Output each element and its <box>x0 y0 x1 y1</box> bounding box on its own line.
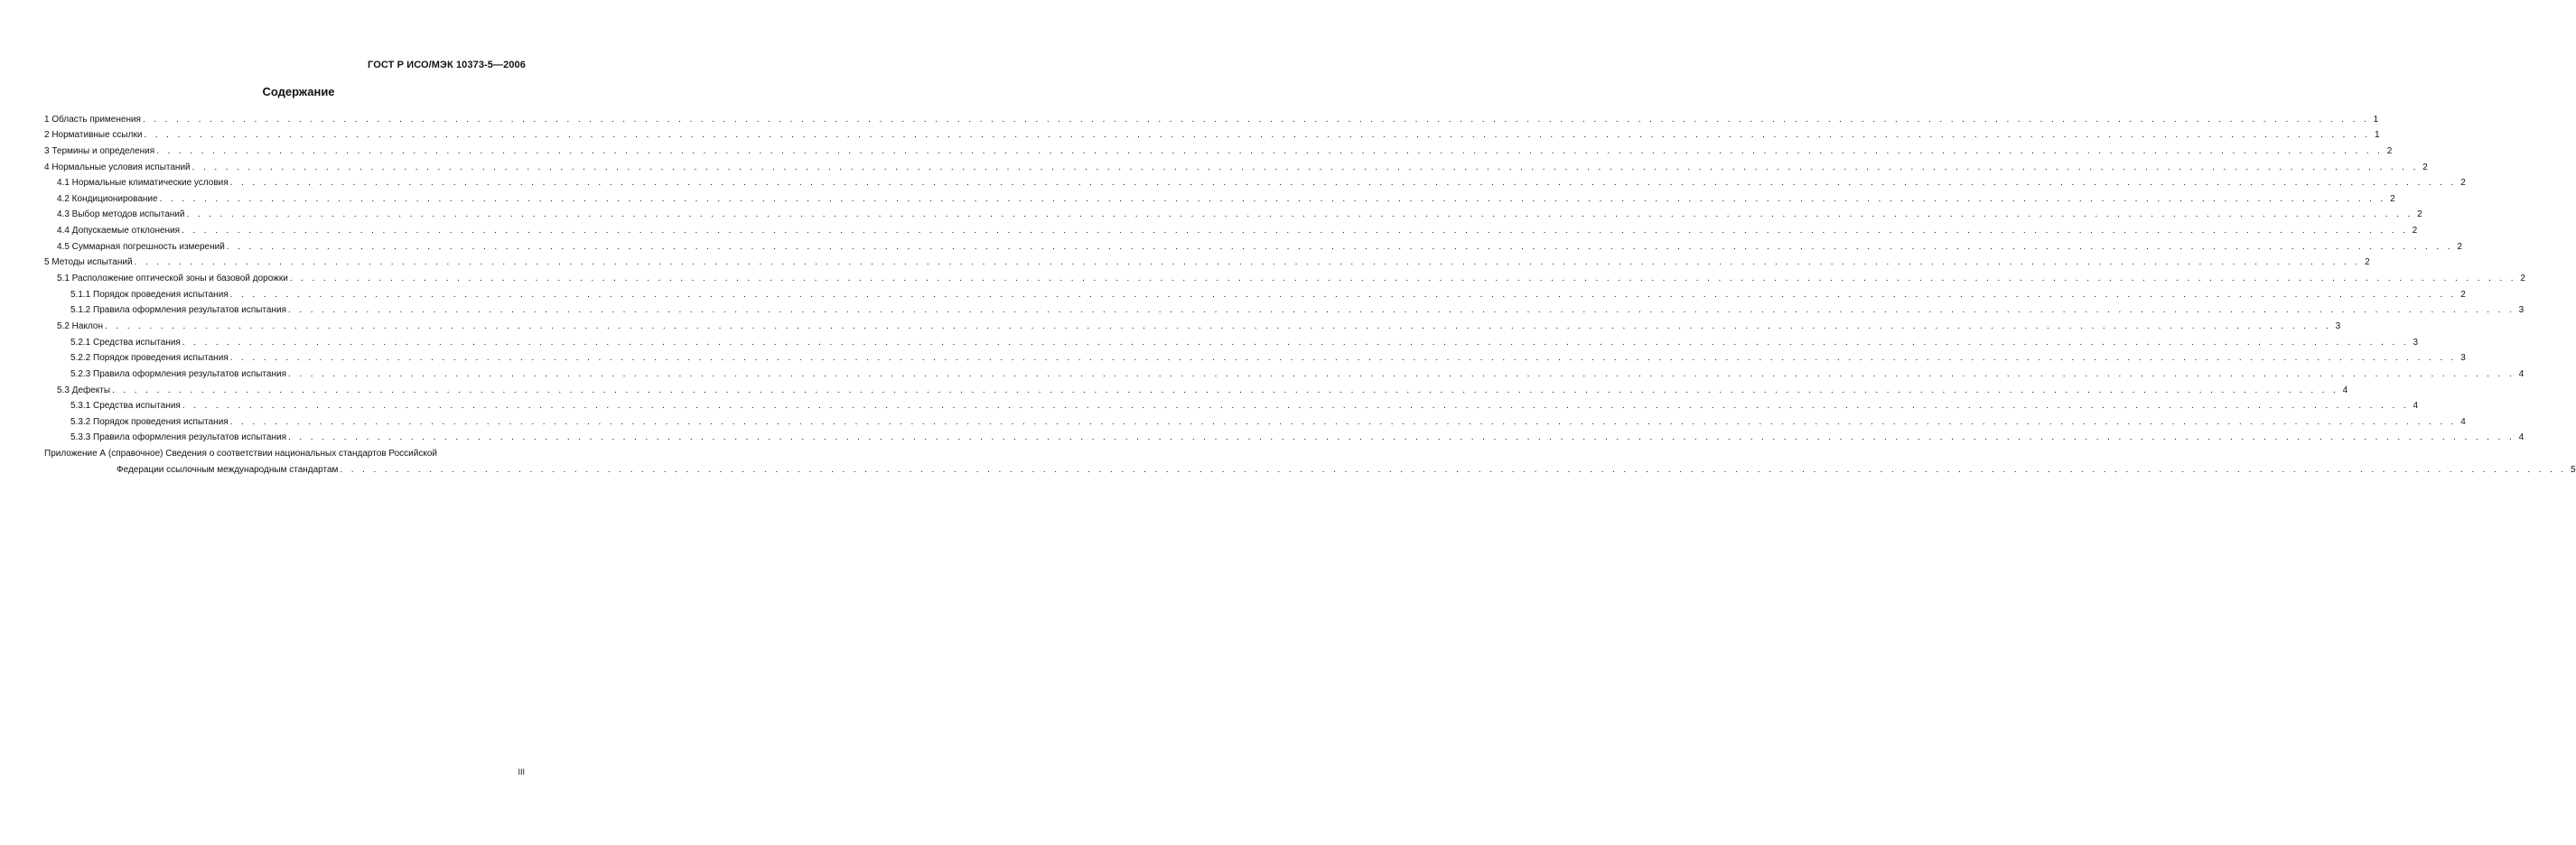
dot-leader: . . . . . . . . . . . . . . . . . . . . . . . . . . . . . . . . . . . . . . . . . . . . . . . . . . . . . . . . . . . . . . . . . . . . . . . . . . . . . . . . . . . . . . . . . . . . . . . . . . . . . . . . . . . . . . . . . . . . . . . . . . . . . . . . . . . . . . . . . . . . . . . . . . . . . . . . . . . . . . . . . . . . . . . . . . . . . . . . . . . . . . . . . . . . . . . . . . . . . . . . <box>287 368 2515 379</box>
dot-leader: . . . . . . . . . . . . . . . . . . . . . . . . . . . . . . . . . . . . . . . . . . . . . . . . . . . . . . . . . . . . . . . . . . . . . . . . . . . . . . . . . . . . . . . . . . . . . . . . . . . . . . . . . . . . . . . . . . . . . . . . . . . . . . . . . . . . . . . . . . . . . . . . . . . . . . . . . . . . . . . . . . . . . . . . . . . . . . . . . . . . . . . . . . . . . . . . . . . . . . . . <box>112 385 2339 395</box>
toc-entry-page: 4 <box>2518 368 2525 379</box>
toc-entry[interactable] <box>44 301 2525 317</box>
toc-entry-page: 4 <box>2460 416 2466 427</box>
toc-entry-page: 3 <box>2460 353 2466 364</box>
dot-leader: . . . . . . . . . . . . . . . . . . . . . . . . . . . . . . . . . . . . . . . . . . . . . . . . . . . . . . . . . . . . . . . . . . . . . . . . . . . . . . . . . . . . . . . . . . . . . . . . . . . . . . . . . . . . . . . . . . . . . . . . . . . . . . . . . . . . . . . . . . . . . . . . . . . . . . . . . . . . . . . . . . . . . . . . . . . . . . . . . . . . . . . . . . . . . . . . . . . . . . . . <box>134 257 2361 268</box>
dot-leader: . . . . . . . . . . . . . . . . . . . . . . . . . . . . . . . . . . . . . . . . . . . . . . . . . . . . . . . . . . . . . . . . . . . . . . . . . . . . . . . . . . . . . . . . . . . . . . . . . . . . . . . . . . . . . . . . . . . . . . . . . . . . . . . . . . . . . . . . . . . . . . . . . . . . . . . . . . . . . . . . . . . . . . . . . . . . . . . . . . . . . . . . . . . . . . . . . . . . . . . . <box>229 178 2457 189</box>
dot-leader: . . . . . . . . . . . . . . . . . . . . . . . . . . . . . . . . . . . . . . . . . . . . . . . . . . . . . . . . . . . . . . . . . . . . . . . . . . . . . . . . . . . . . . . . . . . . . . . . . . . . . . . . . . . . . . . . . . . . . . . . . . . . . . . . . . . . . . . . . . . . . . . . . . . . . . . . . . . . . . . . . . . . . . . . . . . . . . . . . . . . . . . . . . . . . . . . . . . . . . . . <box>159 193 2386 204</box>
toc-entry-label: 1 Область применения <box>44 114 141 125</box>
toc-entry[interactable] <box>44 412 2466 428</box>
toc-appendix-label-continued: Федерации ссылочным международным стандартам <box>117 464 339 475</box>
toc-appendix-entry[interactable] <box>44 443 527 460</box>
toc-entry-label: 5.3.2 Порядок проведения испытания <box>70 416 229 427</box>
toc-entry-page: 2 <box>2460 178 2466 189</box>
dot-leader: . . . . . . . . . . . . . . . . . . . . . . . . . . . . . . . . . . . . . . . . . . . . . . . . . . . . . . . . . . . . . . . . . . . . . . . . . . . . . . . . . . . . . . . . . . . . . . . . . . . . . . . . . . . . . . . . . . . . . . . . . . . . . . . . . . . . . . . . . . . . . . . . . . . . . . . . . . . . . . . . . . . . . . . . . . . . . . . . . . . . . . . . . . . . . . . . . . . . . . . . <box>186 209 2413 220</box>
toc-entry-label: 5.2.2 Порядок проведения испытания <box>70 353 229 364</box>
toc-entry-page: 4 <box>2342 385 2348 395</box>
dot-leader: . . . . . . . . . . . . . . . . . . . . . . . . . . . . . . . . . . . . . . . . . . . . . . . . . . . . . . . . . . . . . . . . . . . . . . . . . . . . . . . . . . . . . . . . . . . . . . . . . . . . . . . . . . . . . . . . . . . . . . . . . . . . . . . . . . . . . . . . . . . . . . . . . . . . . . . . . . . . . . . . . . . . . . . . . . . . . . . . . . . . . . . . . . . . . . . . . . . . . . . . <box>226 241 2453 252</box>
toc-entry[interactable] <box>44 173 2466 190</box>
toc-entry-page: 2 <box>2422 162 2428 172</box>
toc-entry-page: 2 <box>2460 289 2466 300</box>
toc-entry-label: 4.1 Нормальные климатические условия <box>57 178 229 189</box>
toc-entry[interactable] <box>44 205 2422 221</box>
toc-entry-page: 2 <box>2412 226 2418 237</box>
toc-entry-label: 4.4 Допускаемые отклонения <box>57 226 181 237</box>
toc-entry[interactable] <box>44 220 2418 237</box>
toc-entry-page: 4 <box>2518 432 2525 443</box>
toc-entry-page: 2 <box>2457 241 2462 252</box>
toc-entry[interactable] <box>44 237 2462 253</box>
toc-entry-label: 4 Нормальные условия испытаний <box>44 162 191 172</box>
table-of-contents <box>44 109 2576 476</box>
dot-leader: . . . . . . . . . . . . . . . . . . . . . . . . . . . . . . . . . . . . . . . . . . . . . . . . . . . . . . . . . . . . . . . . . . . . . . . . . . . . . . . . . . . . . . . . . . . . . . . . . . . . . . . . . . . . . . . . . . . . . . . . . . . . . . . . . . . . . . . . . . . . . . . . . . . . . . . . . . . . . . . . . . . . . . . . . . . . . . . . . . . . . . . . . . . . . . . . . . . . . . . . <box>229 289 2457 300</box>
dot-leader: . . . . . . . . . . . . . . . . . . . . . . . . . . . . . . . . . . . . . . . . . . . . . . . . . . . . . . . . . . . . . . . . . . . . . . . . . . . . . . . . . . . . . . . . . . . . . . . . . . . . . . . . . . . . . . . . . . . . . . . . . . . . . . . . . . . . . . . . . . . . . . . . . . . . . . . . . . . . . . . . . . . . . . . . . . . . . . . . . . . . . . . . . . . . . . . . . . . . . . . . <box>229 416 2457 427</box>
toc-entry[interactable] <box>44 316 2341 332</box>
document-code: ГОСТ Р ИСО/МЭК 10373-5—2006 <box>368 60 526 70</box>
toc-appendix-page: 5 <box>2571 464 2576 475</box>
toc-entry-page: 3 <box>2335 320 2341 331</box>
dot-leader: . . . . . . . . . . . . . . . . . . . . . . . . . . . . . . . . . . . . . . . . . . . . . . . . . . . . . . . . . . . . . . . . . . . . . . . . . . . . . . . . . . . . . . . . . . . . . . . . . . . . . . . . . . . . . . . . . . . . . . . . . . . . . . . . . . . . . . . . . . . . . . . . . . . . . . . . . . . . . . . . . . . . . . . . . . . . . . . . . . . . . . . . . . . . . . . . . . . . . . . . <box>156 145 2384 156</box>
page-number: III <box>518 767 525 776</box>
toc-entry-page: 3 <box>2413 337 2418 348</box>
toc-entry-page: 1 <box>2375 130 2380 141</box>
toc-entry-label: 5.2 Наклон <box>57 320 103 331</box>
toc-entry-label: 5.1.2 Правила оформления результатов испытания <box>70 305 286 316</box>
toc-entry[interactable] <box>44 268 2525 284</box>
dot-leader: . . . . . . . . . . . . . . . . . . . . . . . . . . . . . . . . . . . . . . . . . . . . . . . . . . . . . . . . . . . . . . . . . . . . . . . . . . . . . . . . . . . . . . . . . . . . . . . . . . . . . . . . . . . . . . . . . . . . . . . . . . . . . . . . . . . . . . . . . . . . . . . . . . . . . . . . . . . . . . . . . . . . . . . . . . . . . . . . . . . . . . . . . . . . . . . . . . . . . . . . <box>287 305 2515 316</box>
dot-leader: . . . . . . . . . . . . . . . . . . . . . . . . . . . . . . . . . . . . . . . . . . . . . . . . . . . . . . . . . . . . . . . . . . . . . . . . . . . . . . . . . . . . . . . . . . . . . . . . . . . . . . . . . . . . . . . . . . . . . . . . . . . . . . . . . . . . . . . . . . . . . . . . . . . . . . . . . . . . . . . . . . . . . . . . . . . . . . . . . . . . . . . . . . . . . . . . . . . . . . . . <box>191 162 2419 172</box>
toc-entry[interactable] <box>44 348 2466 365</box>
toc-entry-label: 2 Нормативные ссылки <box>44 130 143 141</box>
page-title: Содержание <box>262 85 335 98</box>
toc-entry-label: 5 Методы испытаний <box>44 257 133 268</box>
dot-leader: . . . . . . . . . . . . . . . . . . . . . . . . . . . . . . . . . . . . . . . . . . . . . . . . . . . . . . . . . . . . . . . . . . . . . . . . . . . . . . . . . . . . . . . . . . . . . . . . . . . . . . . . . . . . . . . . . . . . . . . . . . . . . . . . . . . . . . . . . . . . . . . . . . . . . . . . . . . . . . . . . . . . . . . . . . . . . . . . . . . . . . . . . . . . . . . . . . . . . . . . <box>182 401 2409 412</box>
toc-entry[interactable] <box>44 428 2525 444</box>
toc-entry-page: 2 <box>2390 193 2395 204</box>
toc-entry-label: 5.3.1 Средства испытания <box>70 401 181 412</box>
dot-leader: . . . . . . . . . . . . . . . . . . . . . . . . . . . . . . . . . . . . . . . . . . . . . . . . . . . . . . . . . . . . . . . . . . . . . . . . . . . . . . . . . . . . . . . . . . . . . . . . . . . . . . . . . . . . . . . . . . . . . . . . . . . . . . . . . . . . . . . . . . . . . . . . . . . . . . . . . . . . . . . . . . . . . . . . . . . . . . . . . . . . . . . . . . . . . . . . . . . . . . . . <box>340 464 2567 475</box>
toc-entry[interactable] <box>44 125 2380 142</box>
toc-entry-page: 2 <box>2365 257 2370 268</box>
toc-entry[interactable] <box>44 332 2418 348</box>
toc-entry[interactable] <box>44 396 2418 413</box>
toc-entry[interactable] <box>44 141 2393 157</box>
toc-entry[interactable] <box>44 109 2379 125</box>
toc-entry[interactable] <box>44 157 2428 173</box>
toc-entry-page: 2 <box>2417 209 2422 220</box>
dot-leader: . . . . . . . . . . . . . . . . . . . . . . . . . . . . . . . . . . . . . . . . . . . . . . . . . . . . . . . . . . . . . . . . . . . . . . . . . . . . . . . . . . . . . . . . . . . . . . . . . . . . . . . . . . . . . . . . . . . . . . . . . . . . . . . . . . . . . . . . . . . . . . . . . . . . . . . . . . . . . . . . . . . . . . . . . . . . . . . . . . . . . . . . . . . . . . . . . . . . . . . . <box>182 337 2409 348</box>
toc-entry-label: 3 Термины и определения <box>44 145 155 156</box>
toc-appendix-label: Приложение А (справочное) Сведения о соответствии национальных стандартов Российской <box>44 449 437 460</box>
toc-entry-label: 4.2 Кондиционирование <box>57 193 158 204</box>
dot-leader: . . . . . . . . . . . . . . . . . . . . . . . . . . . . . . . . . . . . . . . . . . . . . . . . . . . . . . . . . . . . . . . . . . . . . . . . . . . . . . . . . . . . . . . . . . . . . . . . . . . . . . . . . . . . . . . . . . . . . . . . . . . . . . . . . . . . . . . . . . . . . . . . . . . . . . . . . . . . . . . . . . . . . . . . . . . . . . . . . . . . . . . . . . . . . . . . . . . . . . . . <box>144 130 2371 141</box>
dot-leader: . . . . . . . . . . . . . . . . . . . . . . . . . . . . . . . . . . . . . . . . . . . . . . . . . . . . . . . . . . . . . . . . . . . . . . . . . . . . . . . . . . . . . . . . . . . . . . . . . . . . . . . . . . . . . . . . . . . . . . . . . . . . . . . . . . . . . . . . . . . . . . . . . . . . . . . . . . . . . . . . . . . . . . . . . . . . . . . . . . . . . . . . . . . . . . . . . . . . . . . . <box>289 274 2516 284</box>
toc-entry-label: 5.1.1 Порядок проведения испытания <box>70 289 229 300</box>
toc-entry-label: 4.5 Суммарная погрешность измерений <box>57 241 225 252</box>
toc-entry-label: 5.2.3 Правила оформления результатов испытания <box>70 368 286 379</box>
toc-entry-page: 4 <box>2413 401 2418 412</box>
toc-entry-label: 5.1 Расположение оптической зоны и базовой дорожки <box>57 274 288 284</box>
toc-entry-page: 2 <box>2520 274 2525 284</box>
toc-entry[interactable] <box>44 284 2466 301</box>
toc-entry[interactable] <box>44 253 2370 269</box>
toc-entry[interactable] <box>44 380 2348 396</box>
toc-entry-label: 5.3.3 Правила оформления результатов испытания <box>70 432 286 443</box>
toc-entry[interactable] <box>44 364 2525 380</box>
toc-entry-label: 4.3 Выбор методов испытаний <box>57 209 185 220</box>
toc-entry-page: 1 <box>2373 114 2379 125</box>
toc-entry-page: 3 <box>2518 305 2525 316</box>
toc-entry-label: 5.2.1 Средства испытания <box>70 337 181 348</box>
toc-entry[interactable] <box>44 189 2395 205</box>
dot-leader: . . . . . . . . . . . . . . . . . . . . . . . . . . . . . . . . . . . . . . . . . . . . . . . . . . . . . . . . . . . . . . . . . . . . . . . . . . . . . . . . . . . . . . . . . . . . . . . . . . . . . . . . . . . . . . . . . . . . . . . . . . . . . . . . . . . . . . . . . . . . . . . . . . . . . . . . . . . . . . . . . . . . . . . . . . . . . . . . . . . . . . . . . . . . . . . . . . . . . . . . <box>182 226 2409 237</box>
dot-leader: . . . . . . . . . . . . . . . . . . . . . . . . . . . . . . . . . . . . . . . . . . . . . . . . . . . . . . . . . . . . . . . . . . . . . . . . . . . . . . . . . . . . . . . . . . . . . . . . . . . . . . . . . . . . . . . . . . . . . . . . . . . . . . . . . . . . . . . . . . . . . . . . . . . . . . . . . . . . . . . . . . . . . . . . . . . . . . . . . . . . . . . . . . . . . . . . . . . . . . . . <box>104 320 2332 331</box>
dot-leader: . . . . . . . . . . . . . . . . . . . . . . . . . . . . . . . . . . . . . . . . . . . . . . . . . . . . . . . . . . . . . . . . . . . . . . . . . . . . . . . . . . . . . . . . . . . . . . . . . . . . . . . . . . . . . . . . . . . . . . . . . . . . . . . . . . . . . . . . . . . . . . . . . . . . . . . . . . . . . . . . . . . . . . . . . . . . . . . . . . . . . . . . . . . . . . . . . . . . . . . . <box>229 353 2457 364</box>
dot-leader: . . . . . . . . . . . . . . . . . . . . . . . . . . . . . . . . . . . . . . . . . . . . . . . . . . . . . . . . . . . . . . . . . . . . . . . . . . . . . . . . . . . . . . . . . . . . . . . . . . . . . . . . . . . . . . . . . . . . . . . . . . . . . . . . . . . . . . . . . . . . . . . . . . . . . . . . . . . . . . . . . . . . . . . . . . . . . . . . . . . . . . . . . . . . . . . . . . . . . . . . <box>142 114 2370 125</box>
toc-entry-page: 2 <box>2386 145 2393 156</box>
toc-appendix-continuation[interactable] <box>44 460 2576 476</box>
dot-leader: . . . . . . . . . . . . . . . . . . . . . . . . . . . . . . . . . . . . . . . . . . . . . . . . . . . . . . . . . . . . . . . . . . . . . . . . . . . . . . . . . . . . . . . . . . . . . . . . . . . . . . . . . . . . . . . . . . . . . . . . . . . . . . . . . . . . . . . . . . . . . . . . . . . . . . . . . . . . . . . . . . . . . . . . . . . . . . . . . . . . . . . . . . . . . . . . . . . . . . . . <box>287 432 2515 443</box>
toc-entry-label: 5.3 Дефекты <box>57 385 111 395</box>
